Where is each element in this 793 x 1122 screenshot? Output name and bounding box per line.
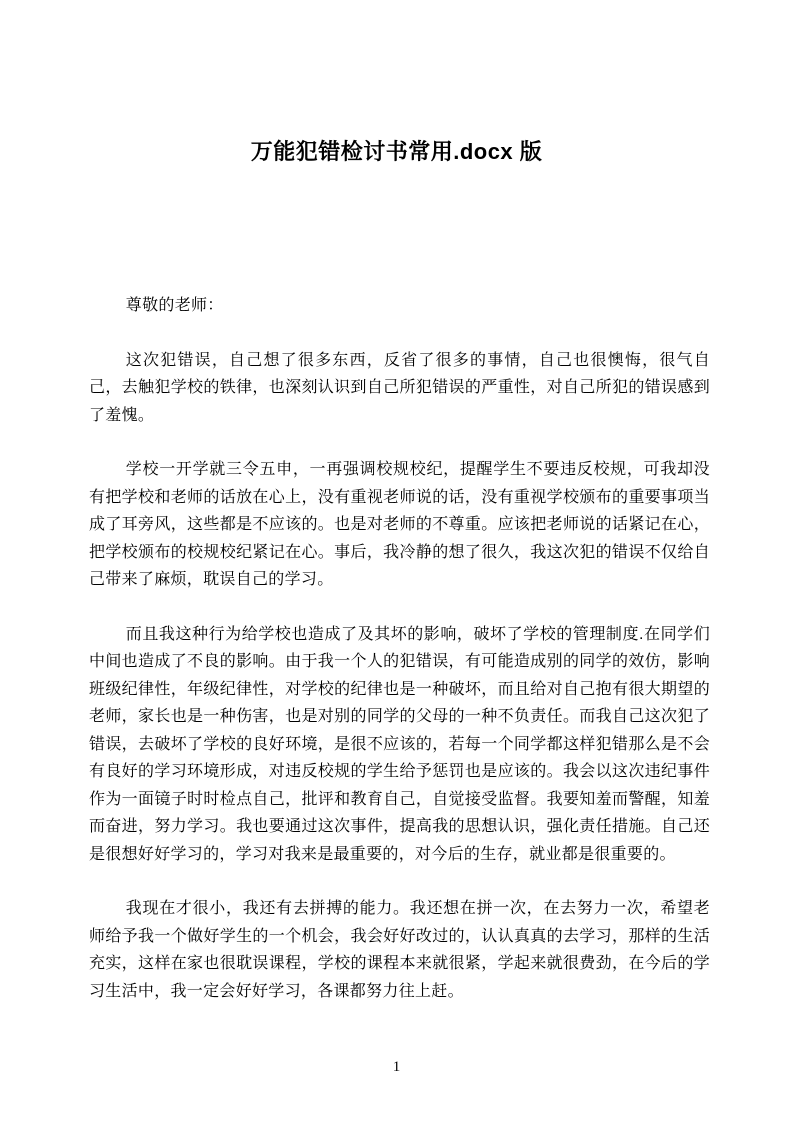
paragraph-3: 而且我这种行为给学校也造成了及其坏的影响，破坏了学校的管理制度.在同学们中间也造成了不良的影响。由于我一个人的犯错误，有可能造成别的同学的效仿，影响班级纪律性，年级纪律性，对学校的纪律也是一种破坏，而且给对自己抱有很大期望的老师，家长也是一种伤害，也是对别的同学的父母的一种不负责任。而我自己这次犯了错误，去破坏了学校的良好环境，是很不应该的，若每一个同学都这样犯错那么是不会有良好的学习环境形成，对违反校规的学生给予惩罚也是应该的。我会以这次违纪事件作为一面镜子时时检点自己，批评和教育自己，自觉接受监督。我要知羞而警醒，知羞而奋进，努力学习。我也要通过这次事件，提高我的思想认识，强化责任措施。自己还是很想好好学习的，学习对我来是最重要的，对今后的生存，就业都是很重要的。 bbox=[89, 625, 710, 863]
paragraph-4: 我现在才很小，我还有去拼搏的能力。我还想在拼一次，在去努力一次，希望老师给予我一个做好学生的一个机会，我会好好改过的，认认真真的去学习，那样的生活充实，这样在家也很耽误课程，学校的课程本来就很紧，学起来就很费劲，在今后的学习生活中，我一定会好好学习，各课都努力往上赶。 bbox=[89, 900, 710, 1000]
paragraph-1: 这次犯错误，自己想了很多东西，反省了很多的事情，自己也很懊悔，很气自己，去触犯学校的铁律，也深刻认识到自己所犯错误的严重性，对自己所犯的错误感到了羞愧。 bbox=[89, 351, 710, 424]
document-title: 万能犯错检讨书常用.docx 版 bbox=[250, 139, 543, 164]
document-body bbox=[0, 292, 793, 1005]
page-number: 1 bbox=[392, 1059, 401, 1075]
greeting-line: 尊敬的老师： bbox=[125, 297, 224, 314]
paragraph-2: 学校一开学就三令五申，一再强调校规校纪，提醒学生不要违反校规，可我却没有把学校和老师的话放在心上，没有重视老师说的话，没有重视学校颁布的重要事项当成了耳旁风，这些都是不应该的。也是对老师的不尊重。应该把老师说的话紧记在心，把学校颁布的校规校纪紧记在心。事后，我冷静的想了很久，我这次犯的错误不仅给自己带来了麻烦，耽误自己的学习。 bbox=[89, 461, 710, 588]
